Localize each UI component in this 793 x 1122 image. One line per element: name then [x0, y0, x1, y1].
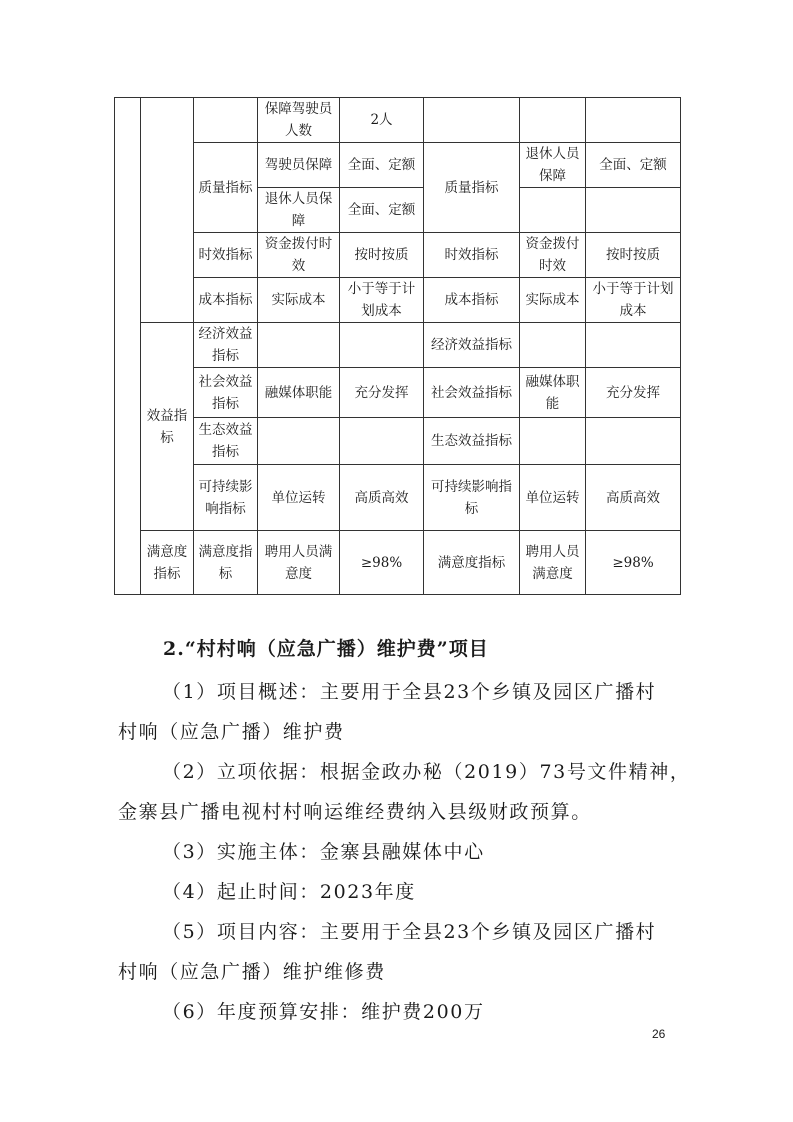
table-cell: 全面、定额 [586, 143, 681, 188]
table-cell [520, 188, 586, 233]
table-cell: 驾驶员保障 [258, 143, 340, 188]
table-row [115, 233, 681, 278]
table-cell: 退休人员保障 [520, 143, 586, 188]
table-cell: 社会效益指标 [424, 368, 520, 418]
paragraph-basis-line2: 金寨县广播电视村村响运维经费纳入县级财政预算。 [118, 801, 592, 823]
table-cell [424, 98, 520, 143]
table-cell: 单位运转 [520, 465, 586, 531]
paragraph-content-line2: 村响（应急广播）维护维修费 [118, 961, 386, 983]
table-cell: 融媒体职能 [258, 368, 340, 418]
table-cell [194, 98, 258, 143]
table-cell: 经济效益指标 [194, 323, 258, 368]
table-cell: 聘用人员满意度 [258, 531, 340, 595]
table-cell [141, 98, 194, 323]
table-cell: 2人 [340, 98, 424, 143]
table-cell: ≥98% [586, 531, 681, 595]
table-cell: 全面、定额 [340, 188, 424, 233]
table-cell [520, 323, 586, 368]
paragraph-basis-line1: （2）立项依据：根据金政办秘（2019）73号文件精神， [162, 761, 691, 783]
table-cell: 资金拨付时效 [258, 233, 340, 278]
table-cell: 高质高效 [340, 465, 424, 531]
paragraph-budget: （6）年度预算安排：维护费200万 [162, 1001, 485, 1023]
table-cell: 满意度指标 [424, 531, 520, 595]
table-cell: 社会效益指标 [194, 368, 258, 418]
table-row [115, 465, 681, 531]
table-row [115, 418, 681, 465]
table-cell: 生态效益指标 [194, 418, 258, 465]
table-cell: 可持续影响指标 [194, 465, 258, 531]
table-cell: 充分发挥 [586, 368, 681, 418]
table-row [115, 143, 681, 188]
table-cell: 小于等于计划成本 [340, 278, 424, 323]
table-row [115, 368, 681, 418]
performance-indicator-table [114, 97, 681, 595]
table-cell [258, 418, 340, 465]
table-cell: 成本指标 [194, 278, 258, 323]
table-cell: 质量指标 [194, 143, 258, 233]
table-cell: 退休人员保障 [258, 188, 340, 233]
table-cell: 实际成本 [258, 278, 340, 323]
table-cell: 聘用人员满意度 [520, 531, 586, 595]
table-cell [340, 418, 424, 465]
paragraph-overview-line1: （1）项目概述：主要用于全县23个乡镇及园区广播村 [162, 681, 657, 703]
table-row [115, 323, 681, 368]
table-cell: 融媒体职能 [520, 368, 586, 418]
paragraph-period: （4）起止时间：2023年度 [162, 881, 416, 903]
table-cell: 充分发挥 [340, 368, 424, 418]
table-cell [115, 98, 141, 595]
table-cell [520, 98, 586, 143]
table-cell: 成本指标 [424, 278, 520, 323]
paragraph-implementer: （3）实施主体：金寨县融媒体中心 [162, 841, 485, 863]
table-row [115, 531, 681, 595]
table-row [115, 278, 681, 323]
table-cell: ≥98% [340, 531, 424, 595]
table-cell [586, 188, 681, 233]
table-cell: 经济效益指标 [424, 323, 520, 368]
paragraph-content-line1: （5）项目内容：主要用于全县23个乡镇及园区广播村 [162, 921, 657, 943]
table-cell [586, 418, 681, 465]
table-row [115, 98, 681, 143]
table-cell: 时效指标 [194, 233, 258, 278]
table-cell: 保障驾驶员人数 [258, 98, 340, 143]
table-cell: 资金拨付时效 [520, 233, 586, 278]
table-cell: 效益指标 [141, 323, 194, 531]
table-cell: 按时按质 [586, 233, 681, 278]
table-cell [586, 98, 681, 143]
table-cell [586, 323, 681, 368]
table-cell [340, 323, 424, 368]
table-cell: 按时按质 [340, 233, 424, 278]
table-cell: 全面、定额 [340, 143, 424, 188]
table-cell: 时效指标 [424, 233, 520, 278]
page-number: 26 [652, 1027, 666, 1041]
section-heading: 2.“村村响（应急广播）维护费”项目 [163, 638, 489, 660]
table-cell: 单位运转 [258, 465, 340, 531]
table-cell [258, 323, 340, 368]
table-cell: 满意度指标 [194, 531, 258, 595]
table-cell: 质量指标 [424, 143, 520, 233]
paragraph-overview-line2: 村响（应急广播）维护费 [118, 721, 345, 743]
table-cell: 高质高效 [586, 465, 681, 531]
table-cell: 实际成本 [520, 278, 586, 323]
table-cell [520, 418, 586, 465]
table-cell: 小于等于计划成本 [586, 278, 681, 323]
table-cell: 满意度指标 [141, 531, 194, 595]
table-cell: 生态效益指标 [424, 418, 520, 465]
table-cell: 可持续影响指标 [424, 465, 520, 531]
